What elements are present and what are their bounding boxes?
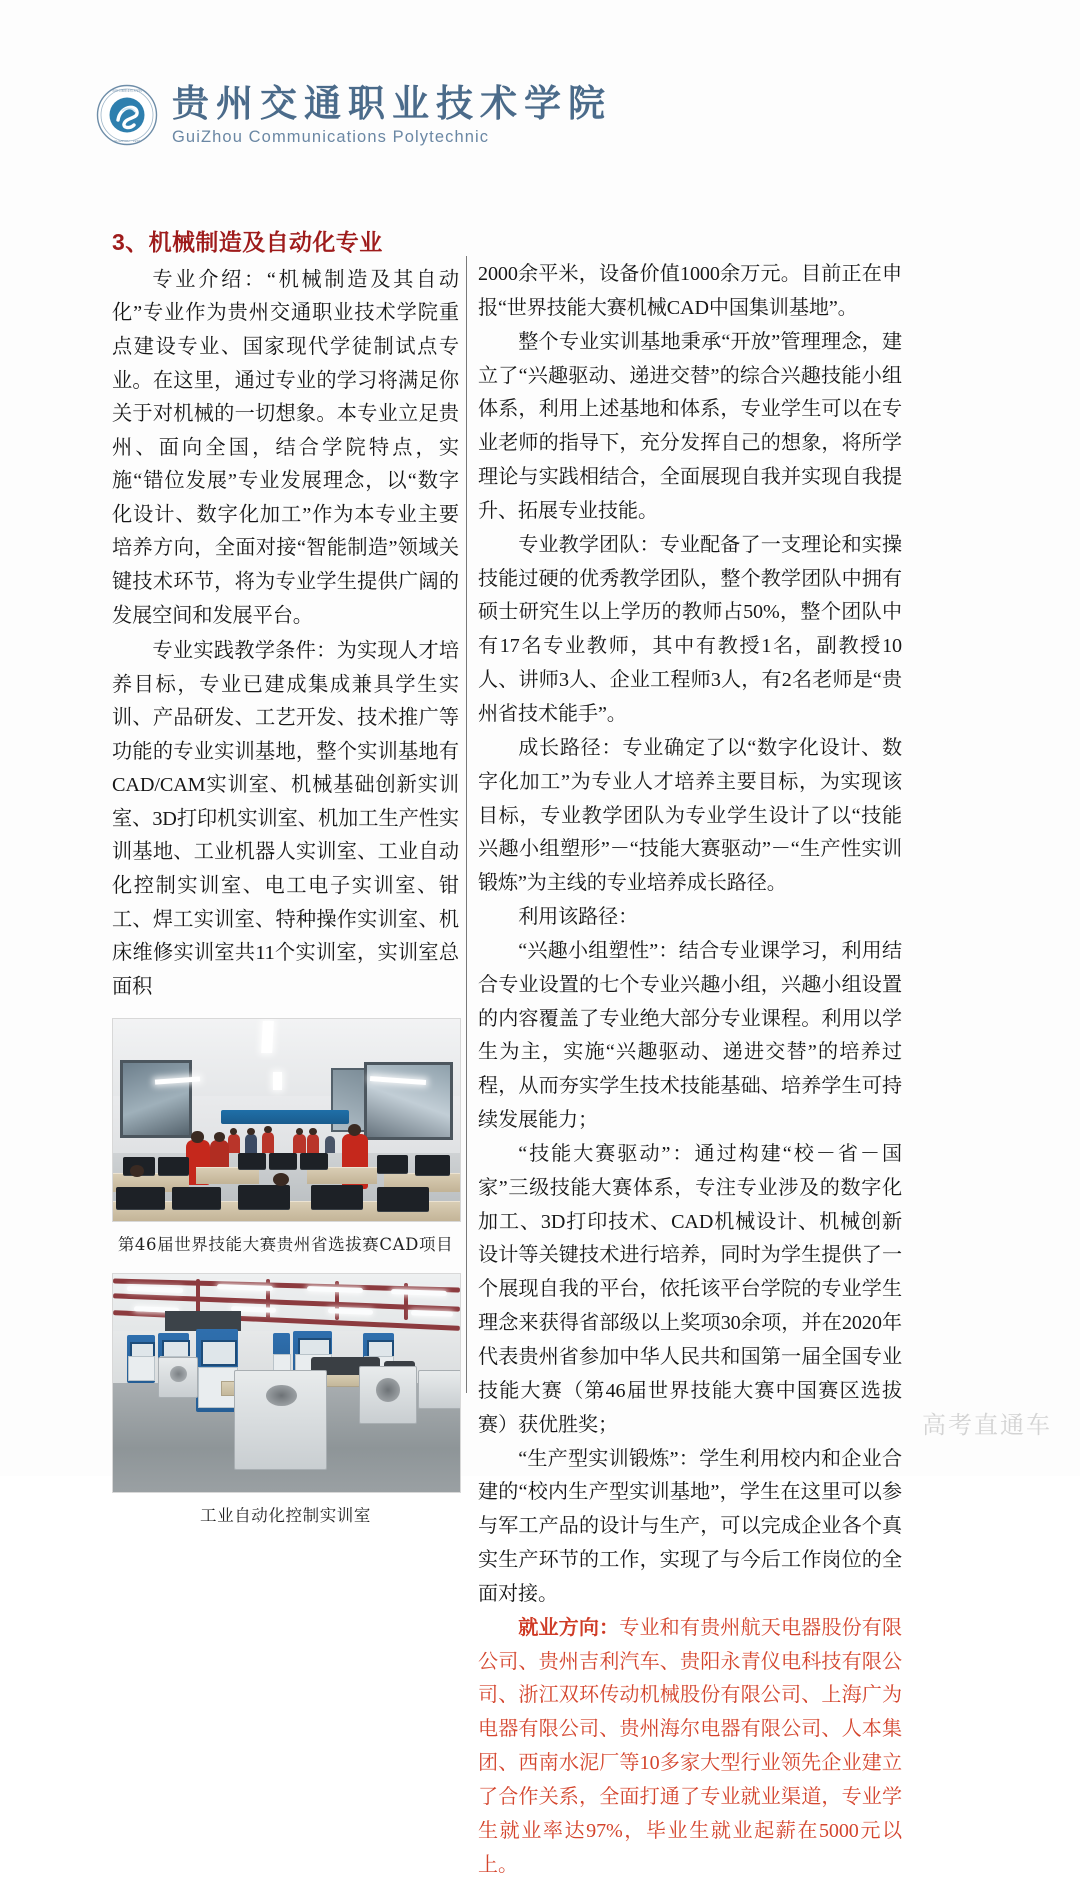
svg-text:GUIZHOU · 1958: GUIZHOU · 1958: [113, 139, 141, 143]
computer-classroom-photo: [112, 1018, 461, 1222]
school-wordmark: [172, 80, 612, 146]
svg-text:贵州交通职业技术学院: 贵州交通职业技术学院: [111, 88, 143, 93]
employment-text: 专业和有贵州航天电器股份有限公司、贵州吉利汽车、贵阳永青仪电科技有限公司、浙江双环传动机械股份有限公司、上海广为电器有限公司、贵州海尔电器有限公司、人本集团、西南水泥厂等10多家大型行业领先企业建立了合作关系，全面打通了专业就业渠道，专业学生就业率达97%，毕业生就业起薪在5000元以上。: [478, 1616, 902, 1876]
paragraph-production-training: “生产型实训锻炼”：学生利用校内和企业合建的“校内生产型实训基地”，学生在这里可以参与军工产品的设计与生产，可以完成企业各个真实生产环节的工作，实现了与今后工作岗位的全面对接。: [478, 1447, 902, 1605]
paragraph-teaching-team: 专业教学团队：专业配备了一支理论和实操技能过硬的优秀教学团队，整个教学团队中拥有硕士研究生以上学历的教师占50%，整个团队中有17名专业教师，其中有教授1名，副教授10人、讲师3人、企业工程师3人，有2名老师是“贵州省技术能手”。: [478, 533, 902, 725]
right-column: [478, 258, 902, 1883]
school-name-en: GuiZhou Communications Polytechnic: [172, 127, 490, 146]
page-title: 3、机械制造及自动化专业: [112, 229, 383, 255]
paragraph-training-base: 整个专业实训基地秉承“开放”管理理念，建立了“兴趣驱动、递进交替”的综合兴趣技能小组体系，利用上述基地和体系，专业学生可以在专业老师的指导下，充分发挥自己的想象，将所学理论与实践相结合，全面展现自我并实现自我提升、拓展专业技能。: [478, 330, 902, 522]
paragraph-interest-group: “兴趣小组塑性”：结合专业课学习，利用结合专业设置的七个专业兴趣小组，兴趣小组设置的内容覆盖了专业绝大部分专业课程。利用以学生为主，实施“兴趣驱动、递进交替”的培养过程，从而夯实学生技术技能基础、培养学生可持续发展能力；: [478, 939, 902, 1132]
industrial-automation-lab-photo: [112, 1273, 461, 1493]
figure-cad-contest: [112, 1018, 459, 1255]
paragraph-intro: 专业介绍：“机械制造及其自动化”专业作为贵州交通职业技术学院重点建设专业、国家现代学徒制试点专业。在这里，通过专业的学习将满足你关于对机械的一切想象。本专业立足贵州、面向全国，结合学院特点，实施“错位发展”专业发展理念，以“数字化设计、数字化加工”作为本专业主要培养方向，全面对接“智能制造”领域关键技术环节，将为专业学生提供广阔的发展空间和发展平台。: [112, 268, 459, 627]
paragraph-employment: [478, 1612, 902, 1883]
figure-caption: 工业自动化控制实训室: [200, 1506, 371, 1526]
left-column: [112, 228, 459, 1526]
school-masthead: [96, 80, 612, 146]
watermark: 高考直通车: [922, 1412, 1052, 1439]
paragraph-use-path: 利用该路径：: [518, 906, 639, 929]
figure-automation-lab: [112, 1273, 459, 1526]
figure-caption: 第46届世界技能大赛贵州省选拔赛CAD项目: [117, 1235, 454, 1255]
school-name-cn: 贵州交通职业技术学院: [172, 80, 612, 125]
paragraph-facilities: 专业实践教学条件：为实现人才培养目标，专业已建成集成兼具学生实训、产品研发、工艺开发、技术推广等功能的专业实训基地，整个实训基地有CAD/CAM实训室、机械基础创新实训室、3D打印机实训室、机加工生产性实训基地、工业机器人实训室、工业自动化控制实训室、电工电子实训室、钳工、焊工实训室、特种操作实训室、机床维修实训室共11个实训室，实训室总面积: [112, 640, 459, 998]
employment-label: 就业方向：: [518, 1616, 620, 1639]
column-divider: [466, 256, 467, 1393]
paragraph-growth-path: 成长路径：专业确定了以“数字化设计、数字化加工”为专业人才培养主要目标，为实现该目标，专业教学团队为专业学生设计了以“技能兴趣小组塑形”－“技能大赛驱动”－“生产性实训锻炼”为主线的专业培养成长路径。: [478, 736, 902, 895]
circular-school-seal-icon: [96, 84, 158, 146]
paragraph-area: 2000余平米，设备价值1000余万元。目前正在申报“世界技能大赛机械CAD中国集训基地”。: [478, 263, 902, 319]
paragraph-skills-contest: “技能大赛驱动”：通过构建“校－省－国家”三级技能大赛体系，专注专业涉及的数字化加工、3D打印技术、CAD机械设计、机械创新设计等关键技术进行培养，同时为学生提供了一个展现自我的平台，依托该平台学院的专业学生理念来获得省部级以上奖项30余项，并在2020年代表贵州省参加中华人民共和国第一届全国专业技能大赛（第46届世界技能大赛中国赛区选拔赛）获优胜奖；: [478, 1142, 902, 1436]
